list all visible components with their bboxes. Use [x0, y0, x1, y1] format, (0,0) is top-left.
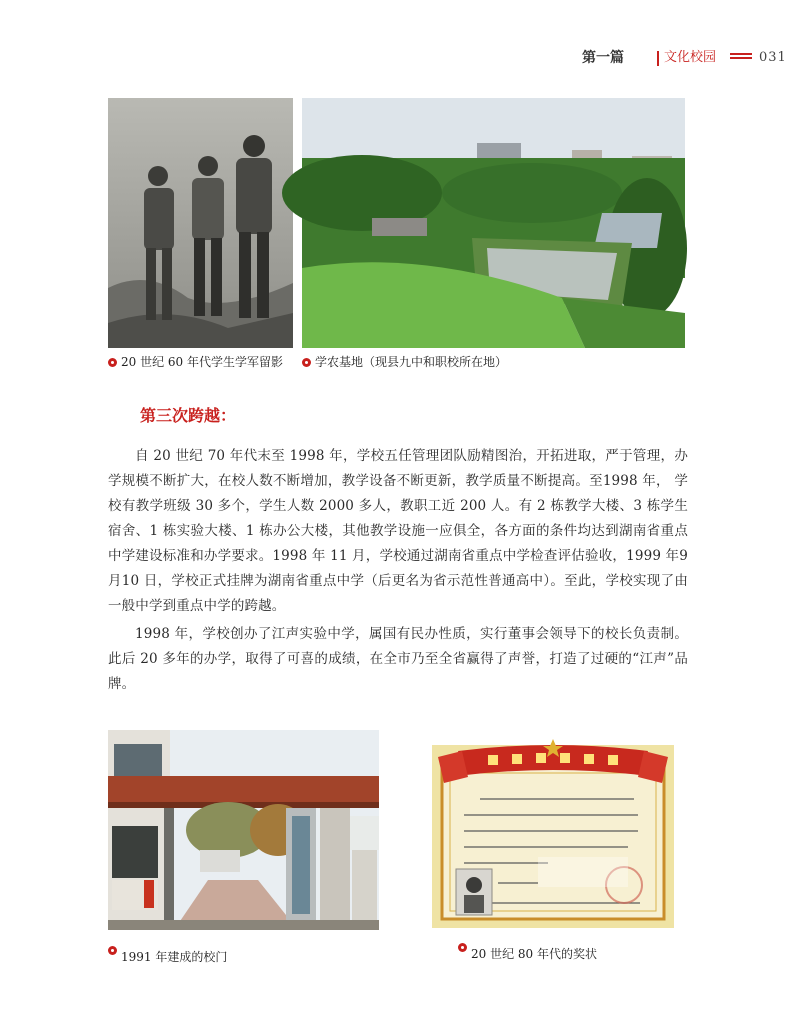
body-paragraph-2 — [108, 622, 688, 697]
photo-caption-certificate — [458, 943, 597, 962]
caption-text: 20 世纪 60 年代学生学军留影 — [121, 355, 283, 369]
body-paragraph-1 — [108, 444, 688, 619]
photo-award-certificate — [428, 737, 678, 930]
photo-caption-gate — [108, 946, 227, 965]
section-title: 文化校园 — [664, 50, 717, 65]
paragraph-text: 1998 年，学校创办了江声实验中学，属国有民办性质，实行董事会领导下的校长负责制。此后 20 多年的办学，取得了可喜的成绩，在全市乃至全省赢得了声誉，打造了过硬的“江声”品牌。 — [108, 626, 688, 692]
bullet-dot-icon — [108, 946, 117, 955]
photo-students-military-training — [108, 98, 293, 348]
part-title: 第一篇 — [582, 50, 624, 66]
header-ornament — [730, 53, 752, 63]
bullet-dot-icon — [108, 358, 117, 367]
paragraph-text: 自 20 世纪 70 年代末至 1998 年，学校五任管理团队励精图治，开拓进取，严于管理，办学规模不断扩大，在校人数不断增加，教学设备不断更新，教学质量不断提高。至1998 年， 学校有教学班级 30 多个，学生人数 2000 多人，教职工近 200 人。有 2 栋教学大楼、3 栋学生宿舍、1 栋实验大楼、1 栋办公大楼，其他教学设施一应俱全，各方面的条件均达到湖南省重点中学建设标准和办学要求。1998 年 11 月，学校通过湖南省重点中学检查评估验收，1999 年9 月10 日，学校正式挂牌为湖南省重点中学（后更名为省示范性普通高中）。至此，学校实现了由一般中学到重点中学的跨越。 — [108, 448, 688, 614]
photo-farm-base — [302, 98, 685, 348]
bullet-dot-icon — [302, 358, 311, 367]
photo-school-gate — [108, 730, 379, 930]
caption-text: 学农基地（现县九中和职校所在地） — [315, 355, 508, 369]
bullet-dot-icon — [458, 943, 467, 952]
photo-caption-students — [108, 354, 283, 370]
caption-text: 20 世纪 80 年代的奖状 — [471, 947, 597, 961]
section-heading: 第三次跨越： — [140, 406, 237, 425]
page-number: 031 — [759, 50, 787, 65]
photo-caption-farm — [302, 354, 507, 370]
header-divider — [657, 51, 659, 66]
running-header — [560, 48, 787, 68]
caption-text: 1991 年建成的校门 — [121, 950, 228, 964]
